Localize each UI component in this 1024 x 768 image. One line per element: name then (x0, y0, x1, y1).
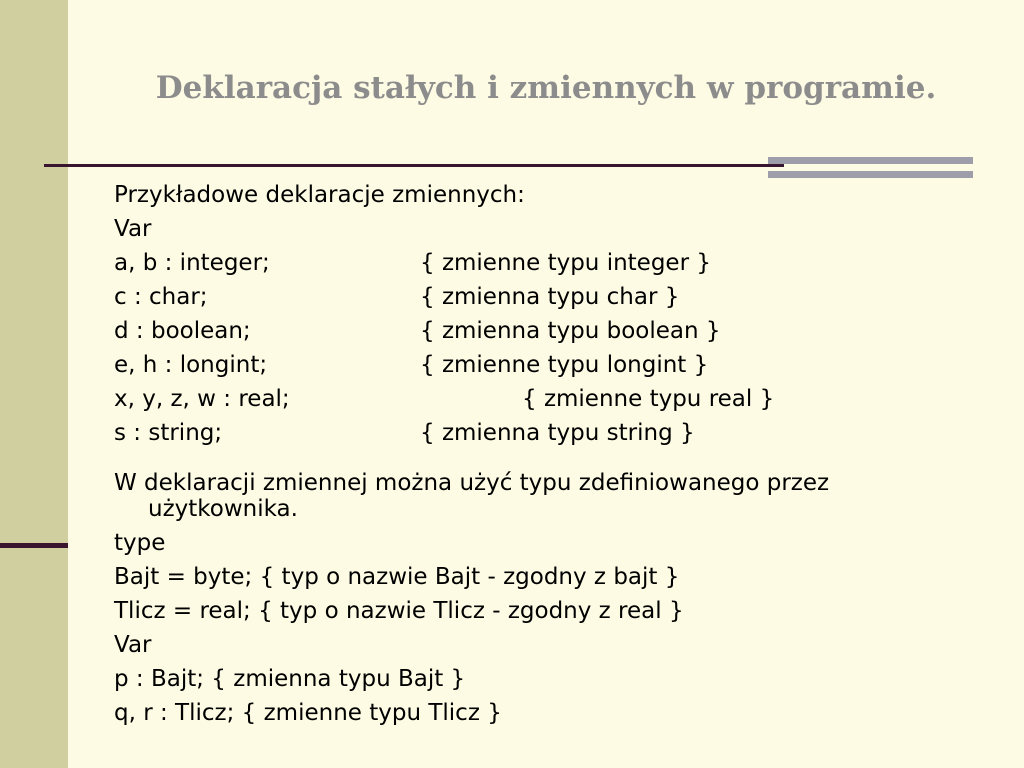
paragraph-line-1: W deklaracji zmiennej można użyć typu zdefiniowanego przez (114, 470, 830, 496)
declaration-comment: { zmienna typu char } (420, 284, 680, 310)
declaration-row (114, 314, 974, 348)
section-gap (114, 450, 974, 466)
declaration-comment: { zmienne typu longint } (420, 352, 709, 378)
code-line: type (114, 530, 166, 556)
divider-stripe-bottom (768, 171, 973, 178)
left-decorative-bar (0, 0, 68, 768)
code-line: Bajt = byte; { typ o nazwie Bajt - zgodny z bajt } (114, 564, 680, 590)
declaration-code: c : char; (114, 284, 208, 310)
declaration-comment: { zmienna typu boolean } (420, 318, 721, 344)
declaration-row (114, 348, 974, 382)
declaration-code: x, y, z, w : real; (114, 386, 290, 412)
code-line: p : Bajt; { zmienna typu Bajt } (114, 666, 466, 692)
user-type-paragraph (114, 466, 974, 526)
divider-stripe-top (768, 157, 973, 164)
code-line: q, r : Tlicz; { zmienne typu Tlicz } (114, 700, 502, 726)
declaration-row (114, 246, 974, 280)
left-bar-accent-line (0, 543, 68, 548)
title-divider-line (44, 164, 784, 167)
declaration-row (114, 416, 974, 450)
code-line: Tlicz = real; { typ o nazwie Tlicz - zgodny z real } (114, 598, 684, 624)
code-line: Var (114, 632, 152, 658)
paragraph-line-2: użytkownika. (148, 496, 298, 522)
declaration-row (114, 280, 974, 314)
declaration-comment: { zmienne typu integer } (420, 250, 711, 276)
section1-heading: Przykładowe deklaracje zmiennych: (114, 182, 525, 208)
slide-title: Deklaracja stałych i zmiennych w programie. (155, 70, 937, 106)
declaration-comment: { zmienne typu real } (522, 386, 775, 412)
declaration-code: d : boolean; (114, 318, 251, 344)
declaration-code: a, b : integer; (114, 250, 270, 276)
declaration-row (114, 382, 974, 416)
declaration-code: s : string; (114, 420, 223, 446)
var-keyword: Var (114, 216, 152, 242)
slide-body (114, 178, 974, 730)
declaration-code: e, h : longint; (114, 352, 268, 378)
declaration-comment: { zmienna typu string } (420, 420, 695, 446)
